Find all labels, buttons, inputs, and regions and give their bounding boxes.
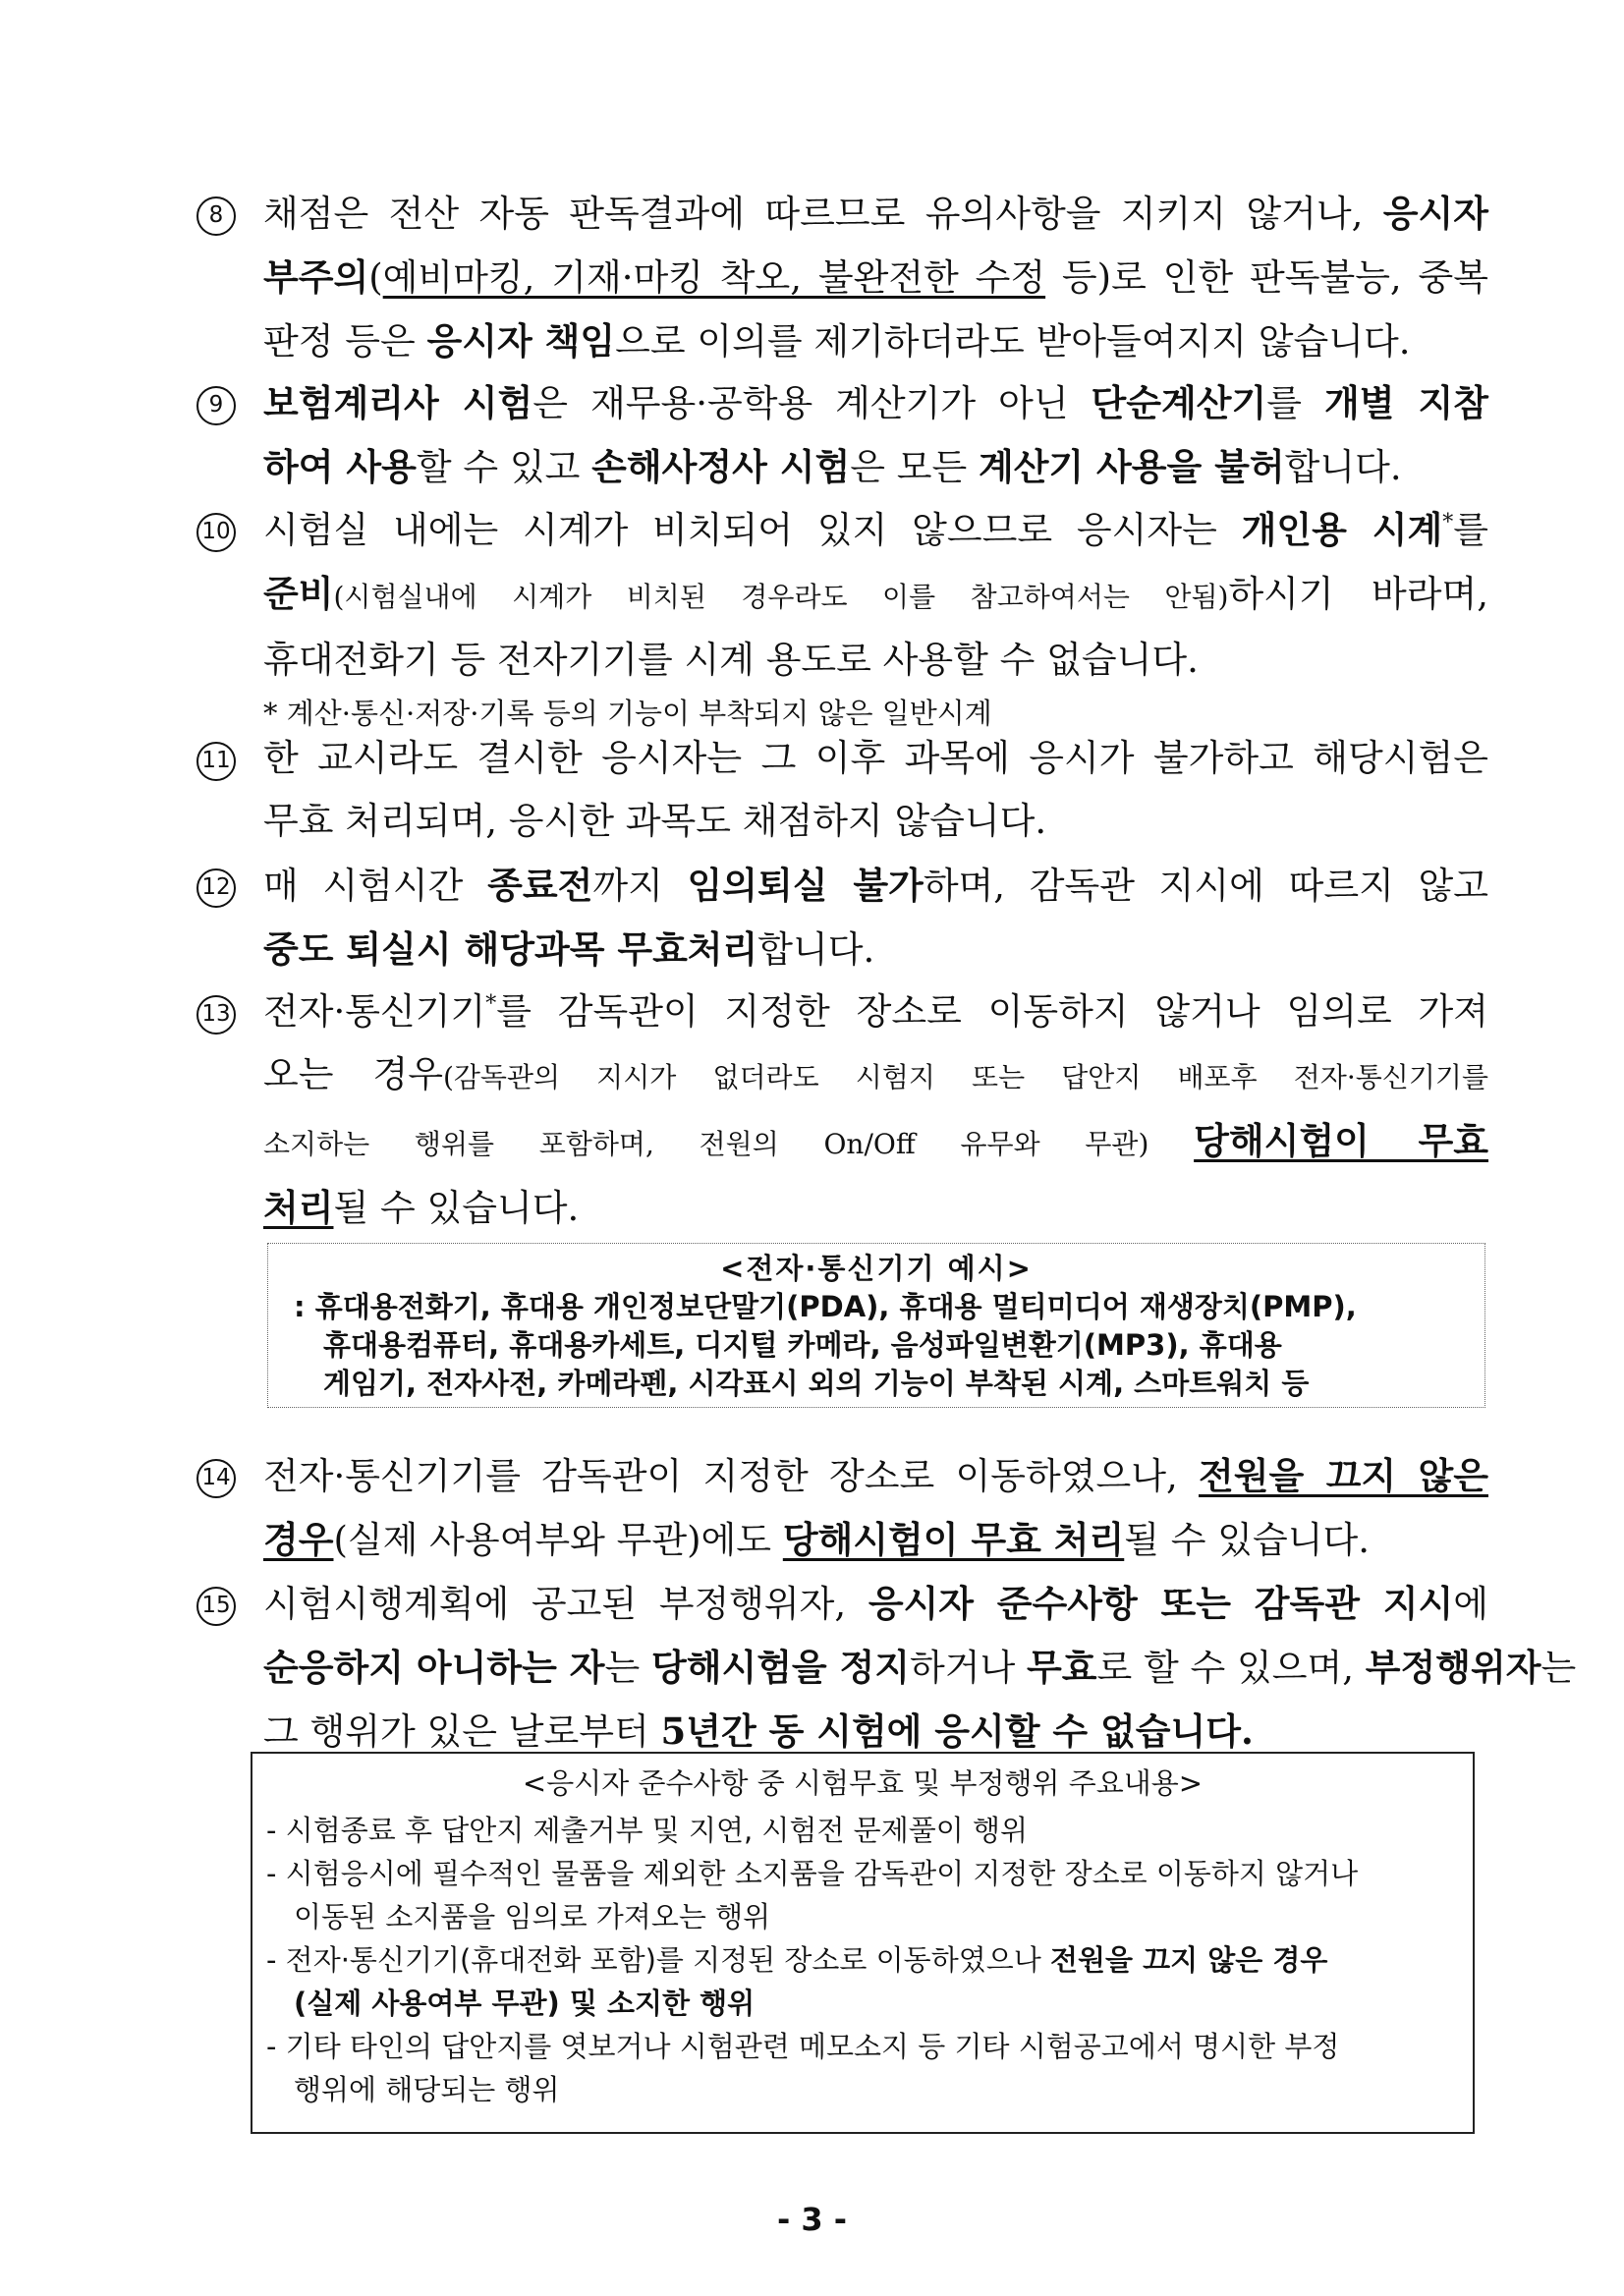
device-box-line: : 휴대용전화기, 휴대용 개인정보단말기(PDA), 휴대용 멀티미디어 재생장치(PMP), [294,1290,1357,1323]
bold-text: 손해사정사 시험 [591,445,851,488]
bold-text: 전원을 끄지 않은 경우 [1049,1943,1328,1977]
bold-text: 보험계리사 시험 [263,381,533,424]
item-line [263,790,1488,853]
small-text: (감독관의 지시가 없더라도 시험지 또는 답안지 배포후 전자·통신기기를 [442,1061,1488,1093]
bold-text: 순응하지 아니하는 자 [263,1646,605,1689]
summary-box [251,1752,1475,2134]
item-number-icon [196,1572,252,1635]
item-number: 13 [196,995,236,1035]
notice-item-11 [196,727,1488,853]
text-run: 은 재무용·공학용 계산기가 아닌 [532,382,1092,424]
device-box-title: <전자·통신기기 예시> [720,1252,1033,1285]
text-run: 시험시행계획에 공고된 부정행위자, [263,1583,868,1625]
item-line [263,435,1488,499]
bold-text: 임의퇴실 불가 [687,864,924,907]
text-run: 를 감독관이 지정한 장소로 이동하지 않거나 임의로 가져 [496,990,1488,1033]
text-run: 무효 처리되며, 응시한 과목도 채점하지 않습니다. [263,800,1047,842]
text-run: 행위에 해당되는 행위 [294,2073,560,2106]
bold-text: 응시자 책임 [426,319,616,363]
summary-row [266,2025,1459,2068]
bold-text: 응시자 [1382,192,1488,235]
text-run: 시험실 내에는 시계가 비치되어 있지 않으므로 응시자는 [263,509,1242,551]
bold-underlined-text: 경우 [263,1518,334,1561]
item-line [263,918,1488,981]
summary-row [266,1938,1459,1982]
item-line [263,1508,1488,1572]
bold-text: 개인용 시계 [1241,508,1443,551]
page-number: - 3 - [776,2201,848,2238]
item-line [263,371,1488,435]
bold-text: 준비 [263,572,334,615]
device-box-line: 게임기, 전자사전, 카메라펜, 시각표시 외의 기능이 부착된 시계, 스마트워치 등 [323,1367,1310,1400]
summary-box-title: <응시자 준수사항 중 시험무효 및 부정행위 주요내용> [522,1766,1204,1800]
item-number: 10 [196,513,236,552]
summary-row [266,1809,1459,1852]
bold-text: 당해시험을 정지 [650,1646,911,1689]
text-run: 는 [604,1647,651,1689]
text-run: 한 교시라도 결시한 응시자는 그 이후 과목에 응시가 불가하고 해당시험은 [263,737,1489,779]
item-number-icon [196,854,252,917]
item-number: 12 [196,868,236,908]
bold-text: 종료전 [487,864,593,907]
text-run: 매 시험시간 [263,865,488,907]
item-number-icon [196,498,252,561]
notice-item-10 [196,498,1488,735]
footnote-mark: * [1442,510,1454,535]
bold-text: 중도 퇴실시 해당과목 무효처리 [263,927,758,971]
bold-text: 개별 지참 [1323,381,1488,424]
text-run: 이동된 소지품을 임의로 가져오는 행위 [294,1900,771,1933]
notice-item-15 [196,1572,1577,1764]
footnote-mark: * [485,991,497,1017]
underlined-text: 예비마킹, 기재·마킹 착오, 불완전한 수정 [382,256,1046,299]
text-run: 등)로 인한 판독불능, 중복 [1045,256,1488,299]
item-number: 14 [196,1459,236,1498]
item-number: 11 [196,742,236,781]
item-number: 9 [196,386,236,425]
item-footnote: * 계산·통신·저장·기록 등의 기능이 부착되지 않은 일반시계 [263,697,992,730]
text-run: - 전자·통신기기(휴대전화 포함)를 지정된 장소로 이동하였으나 [266,1943,1050,1977]
notice-item-12 [196,854,1488,981]
notice-item-14 [196,1444,1488,1572]
text-run: 까지 [592,865,688,907]
item-number-icon [196,1444,252,1507]
item-number-icon [196,182,252,245]
bold-underlined-text: 당해시험이 무효 처리 [782,1518,1125,1561]
item-line [263,562,1488,629]
notice-item-8 [196,182,1488,373]
bold-text: 하여 사용 [263,445,417,488]
text-run: 판정 등은 [263,320,427,363]
item-line [263,1572,1488,1636]
text-run: 하며, 감독관 지시에 따르지 않고 [923,865,1489,907]
text-run: 으로 이의를 제기하더라도 받아들여지지 않습니다. [615,320,1411,363]
item-line [263,1043,1488,1109]
text-run: 를 [1453,509,1488,551]
item-line [263,629,1488,692]
item-number-icon [196,371,252,434]
text-run: 는 [1540,1647,1577,1689]
text-run: 하거나 [910,1647,1028,1689]
bold-text: 부정행위자 [1365,1646,1541,1689]
summary-row [266,2068,1459,2111]
text-run: 그 행위가 있은 날로부터 [263,1710,661,1753]
text-run: 오는 경우 [263,1053,443,1095]
text-run: 로 할 수 있으며, [1096,1647,1366,1689]
item-number-icon [196,727,252,790]
text-run: 전자·통신기기를 감독관이 지정한 장소로 이동하였으나, [263,1455,1199,1497]
summary-row [266,1895,1459,1938]
bold-underlined-text: 처리 [263,1186,334,1229]
item-line [263,727,1488,790]
item-line [263,182,1488,246]
item-line [263,498,1488,562]
item-line [263,854,1488,918]
bold-underlined-text: 전원을 끄지 않은 [1198,1454,1488,1497]
bold-text: 무효 [1027,1646,1097,1689]
text-run: 하시기 바라며, [1228,573,1488,615]
item-number: 8 [196,196,236,236]
text-run: 휴대전화기 등 전자기기를 시계 용도로 사용할 수 없습니다. [263,639,1199,681]
bold-text: 5년간 동 시험에 응시할 수 없습니다. [660,1709,1254,1753]
item-line [263,980,1488,1043]
text-run: (실제 사용여부와 무관)에도 [333,1519,783,1561]
small-text: (시험실내에 시계가 비치된 경우라도 이를 참고하여서는 안됨) [333,581,1229,613]
text-run: 채점은 전산 자동 판독결과에 따르므로 유의사항을 지키지 않거나, [263,193,1383,235]
item-number: 15 [196,1587,236,1626]
bold-text: 응시자 준수사항 또는 감독관 지시 [868,1582,1454,1625]
device-box-line: 휴대용컴퓨터, 휴대용카세트, 디지털 카메라, 음성파일변환기(MP3), 휴대용 [323,1328,1282,1362]
item-number-icon [196,980,252,1043]
item-line [263,1636,1577,1700]
item-line [263,309,1488,373]
text-run: - 시험응시에 필수적인 물품을 제외한 소지품을 감독관이 지정한 장소로 이동하지 않거나 [266,1857,1359,1890]
summary-row [266,1982,1459,2025]
text-run: 될 수 있습니다. [333,1187,580,1229]
summary-row [266,1852,1459,1895]
summary-box-rows [266,1809,1459,2111]
bold-text: 부주의 [263,255,369,299]
item-line [263,1444,1488,1508]
item-line [263,1109,1488,1176]
bold-text: 단순계산기 [1091,381,1267,424]
small-text: 소지하는 행위를 포함하며, 전원의 On/Off 유무와 무관) [263,1128,1195,1160]
text-run: 합니다. [1284,446,1402,488]
text-run: ( [368,256,383,299]
bold-text: 계산기 사용을 불허 [978,445,1285,488]
bold-underlined-text: 당해시험이 무효 [1194,1119,1489,1162]
text-run: 할 수 있고 [416,446,592,488]
text-run: 합니다. [757,928,875,971]
text-run: - 기타 타인의 답안지를 엿보거나 시험관련 메모소지 등 기타 시험공고에서 명시한 부정 [266,2030,1340,2063]
device-examples-box [267,1243,1485,1408]
text-run: 에 [1453,1583,1488,1625]
text-run: 를 [1266,382,1324,424]
bold-text: (실제 사용여부 무관) 및 소지한 행위 [294,1987,756,2020]
text-run: - 시험종료 후 답안지 제출거부 및 지연, 시험전 문제풀이 행위 [266,1814,1028,1847]
item-line [263,246,1488,309]
item-line [263,1176,1488,1240]
text-run: 될 수 있습니다. [1124,1519,1371,1561]
text-run: 은 모든 [850,446,979,488]
notice-item-9 [196,371,1488,499]
text-run: 전자·통신기기 [263,990,486,1033]
notice-item-13 [196,980,1488,1240]
